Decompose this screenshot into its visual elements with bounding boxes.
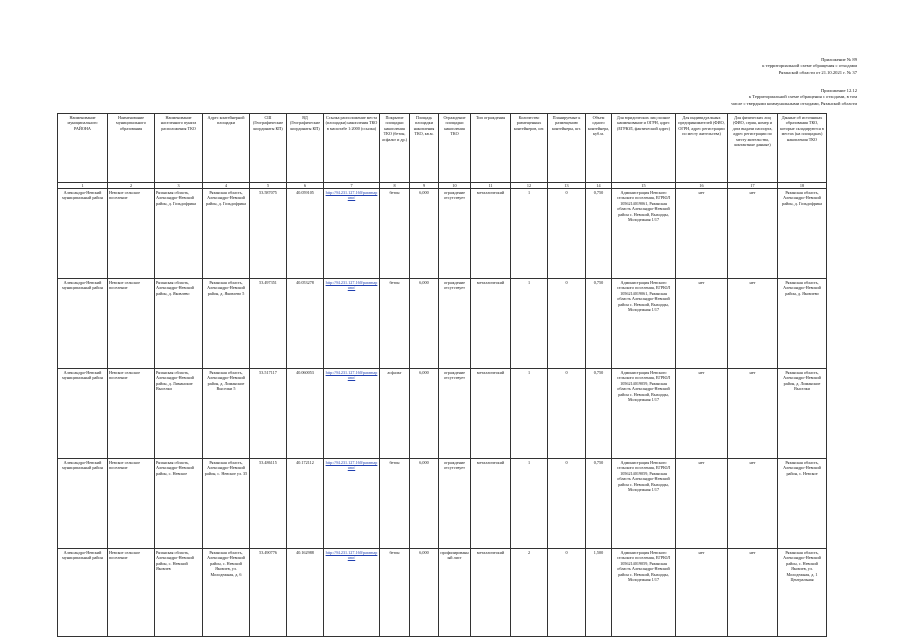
table-cell: [324, 369, 380, 459]
table-cell: Администрация Невского сельского поселения, ЕГРЮЛ 1056214019059, Рязанская область Александро-Невский район с. Невский, Выходцы, Молодежная 1/17: [612, 369, 676, 459]
column-header: Ссылка расположение места (площадки) накопления ТКО в масштабе 1:2000 (ссылка): [324, 114, 380, 183]
table-cell: Александро-Невский муниципальный район: [58, 459, 108, 549]
table-cell: [324, 459, 380, 549]
column-number: 1: [58, 183, 108, 189]
table-cell: металлический: [471, 279, 511, 369]
table-cell: 1: [511, 369, 548, 459]
column-header: Покрытие площадки накопления ТКО (бетон, асфальт и др.): [380, 114, 410, 183]
table-cell: 6,000: [410, 189, 439, 279]
appendix-subtitle: к территориальной схеме обращения с отходами: [762, 63, 857, 69]
table-cell: [324, 279, 380, 369]
column-header: Для индивидуальных предпринимателей (ФИО, ОГРН, адрес регистрации по месту жительства): [676, 114, 728, 183]
table-cell: 0: [548, 189, 586, 279]
column-number: 4: [203, 183, 250, 189]
column-header: Количество размещенных контейнеров, шт.: [511, 114, 548, 183]
column-header: Адрес контейнерной площадки: [203, 114, 250, 183]
header-row: [58, 114, 827, 183]
table-cell: нет: [728, 189, 778, 279]
table-cell: Невское сельское поселение: [108, 369, 155, 459]
table-cell: Администрация Невского сельского поселения, ЕГРЮЛ 1056214019061, Рязанская область Александро-Невский район с. Невский, Выходцы, Молодежная 1/17: [612, 279, 676, 369]
table-cell: Рязанская область, Александро-Невский район, д. Яковлево 5: [203, 279, 250, 369]
table-cell: 53.517117: [250, 369, 287, 459]
column-header: Данные об источниках образования ТКО, которые складируются в местах (на площадках) накопления ТКО: [778, 114, 827, 183]
table-cell: 1,500: [586, 549, 612, 637]
table-row: [58, 549, 827, 637]
appendix-subtitle-3: числе с твердыми коммунальными отходами, Рязанской области: [731, 100, 857, 106]
table-cell: 1: [511, 459, 548, 549]
table-cell: ограждение отсутствует: [439, 279, 471, 369]
column-header: Для юридических лиц полное наименование и ОГРН, адрес (ЕГРЮЛ, фактический адрес): [612, 114, 676, 183]
table-cell: Администрация Невского сельского поселения, ЕГРЮЛ 1056214019059, Рязанская область Александро-Невский район с. Невский, Выходцы, Молодежная 1/17: [612, 549, 676, 637]
column-header: Наименование муниципального РАЙОНА: [58, 114, 108, 183]
table-cell: 40.053278: [287, 279, 324, 369]
table-cell: Рязанская область, Александро-Невский район, с. Невское ул. 35: [203, 459, 250, 549]
table-cell: 1: [511, 279, 548, 369]
table-cell: Рязанская область, Александро-Невский район, д. Лиманские Выселки 5: [203, 369, 250, 459]
table-cell: 0,750: [586, 279, 612, 369]
table-cell: Рязанская область, Александро-Невский район, д. Лиманские Выселки: [778, 369, 827, 459]
table-cell: асфальт: [380, 369, 410, 459]
column-number: 18: [778, 183, 827, 189]
column-header: Планируемые к размещению контейнеры, шт.: [548, 114, 586, 183]
table-cell: 40.059105: [287, 189, 324, 279]
table-cell: металлический: [471, 459, 511, 549]
table-cell: Рязанская область, Александро-Невский район, с. Невское: [155, 459, 203, 549]
table-cell: [324, 189, 380, 279]
table-cell: металлический: [471, 369, 511, 459]
table-cell: ограждение отсутствует: [439, 189, 471, 279]
table-cell: 53.490776: [250, 549, 287, 637]
table-cell: нет: [676, 549, 728, 637]
column-number: 15: [612, 183, 676, 189]
table-cell: бетон: [380, 459, 410, 549]
table-cell: Рязанская область, Александро-Невский район, с. Невское: [778, 459, 827, 549]
column-number: 11: [471, 183, 511, 189]
table-cell: нет: [676, 279, 728, 369]
table-cell: [324, 549, 380, 637]
appendix-header-2: [731, 88, 857, 107]
table-cell: бетон: [380, 549, 410, 637]
table-row: [58, 189, 827, 279]
table-cell: Рязанская область, Александро-Невский район, д. Гольдофрика: [155, 189, 203, 279]
table-cell: Невское сельское поселение: [108, 549, 155, 637]
table-row: [58, 459, 827, 549]
table-cell: металлический: [471, 549, 511, 637]
table-cell: Александро-Невский муниципальный район: [58, 369, 108, 459]
table-cell: 6,000: [410, 279, 439, 369]
table-cell: 53.587075: [250, 189, 287, 279]
table-cell: ограждение отсутствует: [439, 369, 471, 459]
table-cell: нет: [728, 279, 778, 369]
table-cell: металлический: [471, 189, 511, 279]
column-header: Для физических лиц (ФИО, серия, номер и дата выдачи паспорта, адрес регистрации по месту жительства, контактные данные): [728, 114, 778, 183]
column-header: ВД (Географические координаты КП): [287, 114, 324, 183]
column-header: Объем одного контейнера, куб.м.: [586, 114, 612, 183]
column-number: 9: [410, 183, 439, 189]
table-cell: бетон: [380, 279, 410, 369]
column-header: Наименование муниципального образования: [108, 114, 155, 183]
table-cell: нет: [676, 189, 728, 279]
table-cell: Рязанская область, Александро-Невский район, с. Невский Яковлев, ул. Молодежная, д. 1 Центральная: [778, 549, 827, 637]
table-cell: нет: [676, 369, 728, 459]
registry-table: [57, 113, 827, 637]
table-cell: Рязанская область, Александро-Невский район, с. Невский Яковлев, ул. Молодежная, д. 6: [203, 549, 250, 637]
appendix-number-2: Приложение 12.12: [820, 88, 857, 93]
table-cell: Рязанская область, Александро-Невский район, д. Гольдофрика: [778, 189, 827, 279]
table-cell: 40.172112: [287, 459, 324, 549]
table-cell: 1: [511, 189, 548, 279]
table-cell: Администрация Невского сельского поселения, ЕГРЮЛ 1056214019061, Рязанская область Александро-Невский район с. Невский, Выходцы, Молодежная 1/17: [612, 189, 676, 279]
map-link[interactable]: http://94.231.127.160/paramapuno/: [325, 369, 378, 381]
table-cell: 6,000: [410, 549, 439, 637]
table-cell: Невское сельское поселение: [108, 189, 155, 279]
appendix-subtitle-2: к Территориальной схеме обращения с отходами, в том: [748, 94, 857, 100]
table-cell: Александро-Невский муниципальный район: [58, 549, 108, 637]
column-number: 8: [380, 183, 410, 189]
table-cell: нет: [728, 549, 778, 637]
table-row: [58, 279, 827, 369]
column-number: 5: [250, 183, 287, 189]
table-cell: 53.497351: [250, 279, 287, 369]
table-cell: нет: [728, 369, 778, 459]
appendix-header-1: [762, 57, 857, 76]
table-cell: 2: [511, 549, 548, 637]
table-cell: Рязанская область, Александро-Невский район, д. Лиманские Выселки: [155, 369, 203, 459]
table-cell: Невское сельское поселение: [108, 459, 155, 549]
table-cell: 0,750: [586, 369, 612, 459]
table-cell: нет: [676, 459, 728, 549]
column-number: 3: [155, 183, 203, 189]
table-cell: 0,750: [586, 459, 612, 549]
table-cell: Рязанская область, Александро-Невский район, д. Гольдофрика: [203, 189, 250, 279]
table-cell: Рязанская область, Александро-Невский район, д. Яковлево: [778, 279, 827, 369]
table-cell: Рязанская область, Александро-Невский район, с. Невский Яковлев: [155, 549, 203, 637]
table-cell: Александро-Невский муниципальный район: [58, 279, 108, 369]
column-number: 17: [728, 183, 778, 189]
table-cell: 0: [548, 459, 586, 549]
table-cell: 40.060053: [287, 369, 324, 459]
column-number: 13: [548, 183, 586, 189]
table-cell: 40.162988: [287, 549, 324, 637]
map-link[interactable]: http://94.231.127.160/paramapuno/: [325, 459, 378, 471]
table-cell: бетон: [380, 189, 410, 279]
appendix-number: Приложение № 89: [821, 57, 857, 62]
column-number: 6: [287, 183, 324, 189]
appendix-region-date: Рязанской области от 21.10.2021 г. № 37: [778, 69, 857, 75]
column-header: Наименование населенного пункта расположения ТКО: [155, 114, 203, 183]
table-cell: ограждение отсутствует: [439, 459, 471, 549]
table-cell: 0: [548, 279, 586, 369]
table-cell: Александро-Невский муниципальный район: [58, 189, 108, 279]
table-row: [58, 369, 827, 459]
map-link[interactable]: http://94.231.127.160/paramapuno/: [325, 189, 378, 201]
table-cell: профилированный лист: [439, 549, 471, 637]
table-cell: Администрация Невского сельского поселения, ЕГРЮЛ 1056214019059, Рязанская область Александро-Невский район с. Невский, Выходцы, Молодежная 1/17: [612, 459, 676, 549]
column-number: 12: [511, 183, 548, 189]
table-cell: 0: [548, 549, 586, 637]
column-number: 16: [676, 183, 728, 189]
map-link[interactable]: http://94.231.127.160/paramapuno/: [325, 279, 378, 291]
map-link[interactable]: http://94.231.127.160/paramapuno/: [325, 549, 378, 561]
column-number: 7: [324, 183, 380, 189]
table-cell: 6,000: [410, 459, 439, 549]
column-header: СШ (Географические координаты КП): [250, 114, 287, 183]
table-cell: Невское сельское поселение: [108, 279, 155, 369]
table-cell: нет: [728, 459, 778, 549]
table-cell: Рязанская область, Александро-Невский район, д. Яковлево: [155, 279, 203, 369]
column-header: Ограждение площадки накопления ТКО: [439, 114, 471, 183]
table-cell: 0: [548, 369, 586, 459]
table-cell: 53.486115: [250, 459, 287, 549]
table-cell: 6,000: [410, 369, 439, 459]
column-number: 14: [586, 183, 612, 189]
column-header: Площадь площадки накопления ТКО, кв.м.: [410, 114, 439, 183]
column-number: 10: [439, 183, 471, 189]
column-header: Тип ограждения: [471, 114, 511, 183]
table-cell: 0,750: [586, 189, 612, 279]
column-number: 2: [108, 183, 155, 189]
